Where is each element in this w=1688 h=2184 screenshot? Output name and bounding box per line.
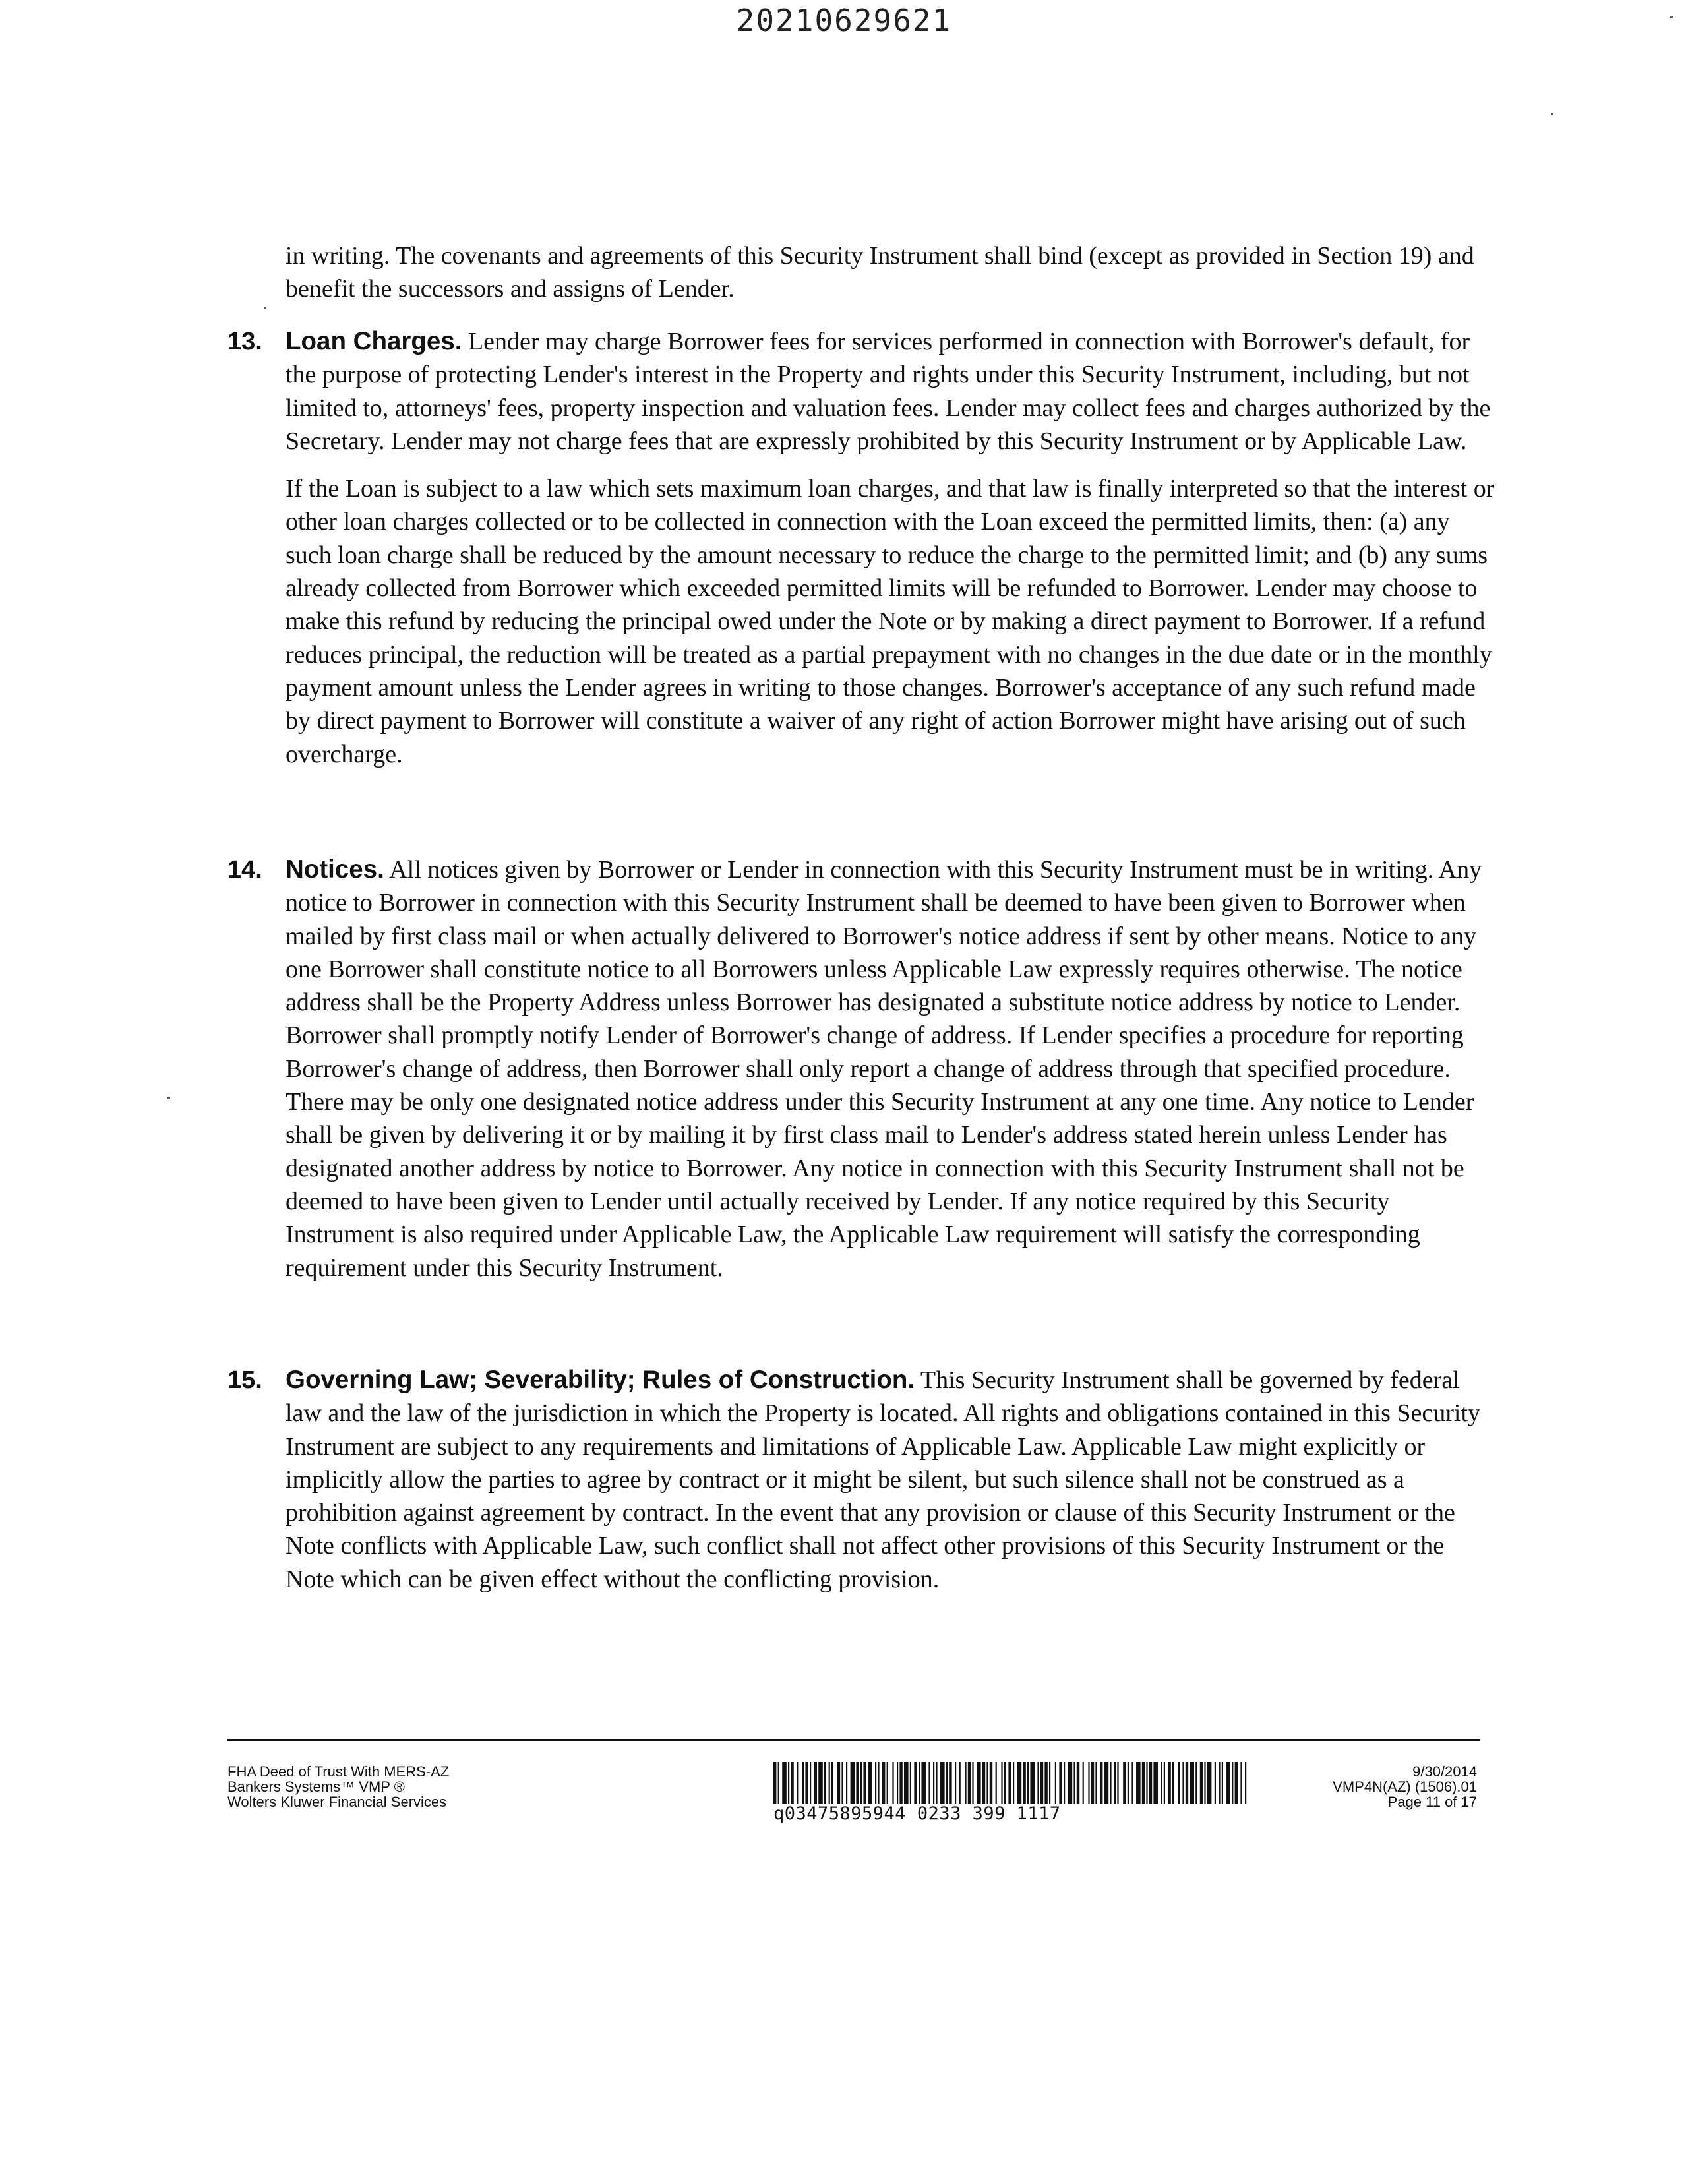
footer-divider [227, 1739, 1480, 1741]
section-number: 13. [227, 328, 262, 355]
barcode [773, 1762, 1250, 1804]
scan-speck [264, 307, 266, 309]
section-paragraph [286, 853, 1499, 1285]
footer-publisher: Bankers Systems™ VMP ® [227, 1778, 405, 1795]
section-13 [227, 325, 1499, 771]
section-text: All notices given by Borrower or Lender in connection with this Security Instrument must be in writing. Any notice to Borrower in connection with this Security Instrument shall be deemed to have been given to Borrower when mailed by first class mail or when actually delivered to Borrower's notice address if sent by other means. Notice to any one Borrower shall constitute notice to all Borrowers unless Applicable Law expressly requires otherwise. The notice address shall be the Property Address unless Borrower has designated a substitute notice address by notice to Lender. Borrower shall promptly notify Lender of Borrower's change of address. If Lender specifies a procedure for reporting Borrower's change of address, then Borrower shall only report a change of address through that specified procedure. There may be only one designated notice address under this Security Instrument at any one time. Any notice to Lender shall be given by delivering it or by mailing it by first class mail to Lender's address stated herein unless Lender has designated another address by notice to Borrower. Any notice in connection with this Security Instrument shall not be deemed to have been given to Lender until actually received by Lender. If any notice required by this Security Instrument is also required under Applicable Law, the Applicable Law requirement will satisfy the corresponding requirement under this Security Instrument. [286, 856, 1482, 1282]
section-paragraph [286, 325, 1499, 458]
section-heading: Governing Law; Severability; Rules of Construction. [286, 1366, 915, 1394]
recording-number: 20210629621 [736, 3, 952, 38]
footer-page-number: Page 11 of 17 [1387, 1794, 1477, 1810]
barcode-number: q03475895944 0233 399 1117 [773, 1804, 1061, 1824]
footer-date: 9/30/2014 [1412, 1763, 1477, 1780]
footer-form-info [227, 1764, 449, 1809]
section-paragraph: If the Loan is subject to a law which sets maximum loan charges, and that law is finally interpreted so that the interest or other loan charges collected or to be collected in connection with the Loan exceed the permitted limits, then: (a) any such loan charge shall be reduced by the amount necessary to reduce the charge to the permitted limit; and (b) any sums already collected from Borrower which exceeded permitted limits will be refunded to Borrower. Lender may choose to make this refund by reducing the principal owed under the Note or by making a direct payment to Borrower. If a refund reduces principal, the reduction will be treated as a partial prepayment with no changes in the due date or in the monthly payment amount unless the Lender agrees in writing to those changes. Borrower's acceptance of any such refund made by direct payment to Borrower will constitute a waiver of any right of action Borrower might have arising out of such overcharge. [286, 475, 1495, 768]
section-text: Lender may charge Borrower fees for services performed in connection with Borrower's default, for the purpose of protecting Lender's interest in the Property and rights under this Security Instrument, including, but not limited to, attorneys' fees, property inspection and valuation fees. Lender may collect fees and charges authorized by the Secretary. Lender may not charge fees that are expressly prohibited by this Security Instrument or by Applicable Law. [286, 328, 1491, 455]
section-heading: Notices. [286, 855, 384, 884]
section-text: This Security Instrument shall be governed by federal law and the law of the jurisdiction in which the Property is located. All rights and obligations contained in this Security Instrument are subject to any requirements and limitations of Applicable Law. Applicable Law might explicitly or implicitly allow the parties to agree by contract or it might be silent, but such silence shall not be construed as a prohibition against agreement by contract. In the event that any provision or clause of this Security Instrument or the Note conflicts with Applicable Law, such conflict shall not affect other provisions of this Security Instrument or the Note which can be given effect without the conflicting provision. [286, 1366, 1481, 1593]
footer-company: Wolters Kluwer Financial Services [227, 1794, 447, 1810]
intro-paragraph: in writing. The covenants and agreements of this Security Instrument shall bind (except as provided in Section 19) and benefit the successors and assigns of Lender. [286, 242, 1474, 303]
section-15 [227, 1364, 1499, 1596]
section-paragraph [286, 1364, 1499, 1596]
footer-page-info [1333, 1764, 1477, 1809]
footer-form-name: FHA Deed of Trust With MERS-AZ [227, 1763, 450, 1780]
footer-form-code: VMP4N(AZ) (1506).01 [1333, 1778, 1477, 1795]
scan-speck [167, 1097, 170, 1099]
section-heading: Loan Charges. [286, 327, 462, 355]
scan-speck [1551, 113, 1553, 115]
scan-speck [1670, 16, 1673, 18]
section-number: 14. [227, 856, 262, 884]
section-number: 15. [227, 1366, 262, 1394]
section-14 [227, 853, 1499, 1285]
